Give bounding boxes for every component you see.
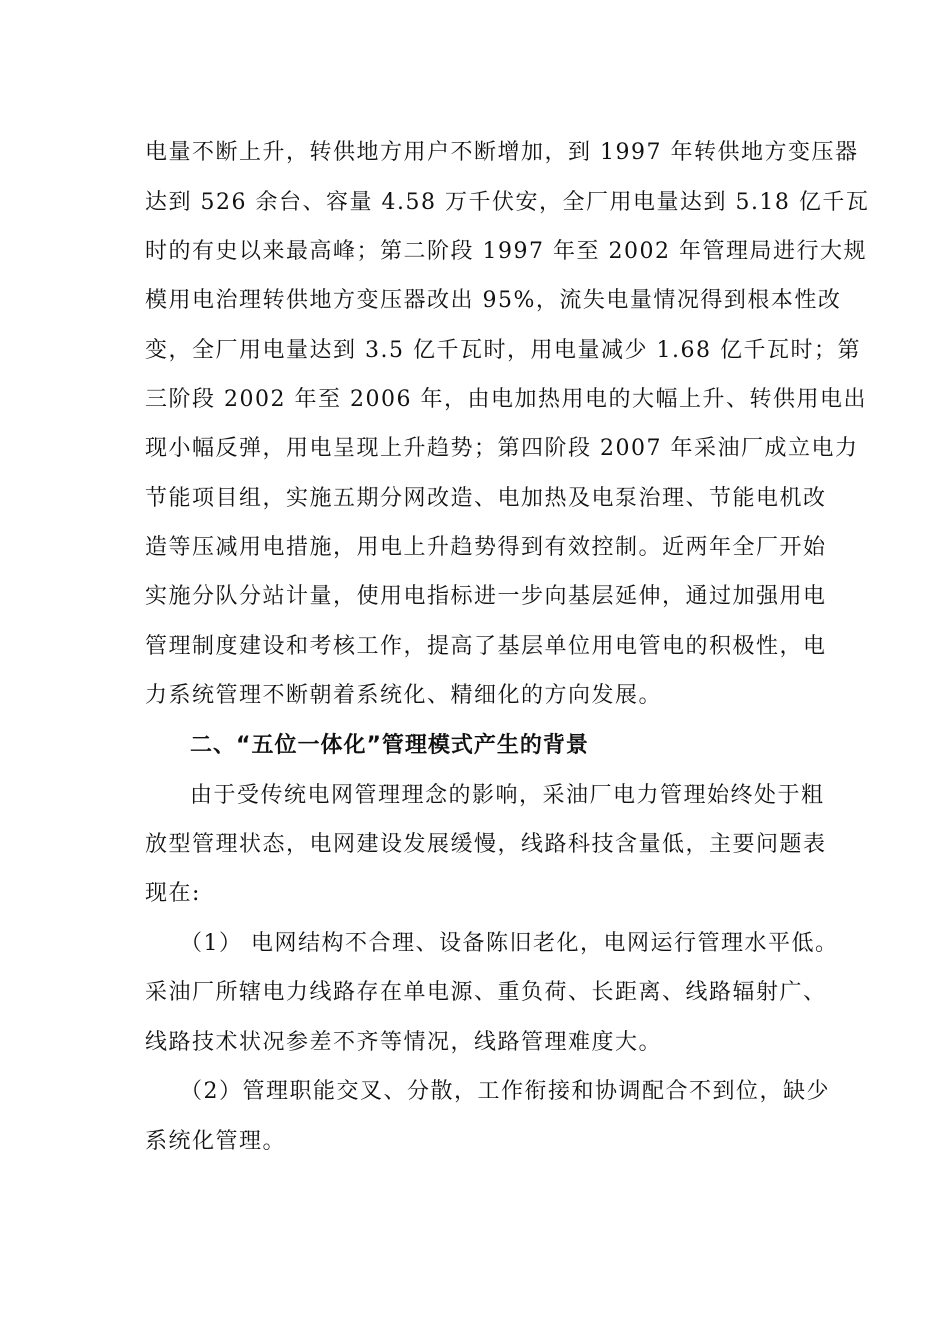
paragraph-line: 达到 526 余台、容量 4.58 万千伏安，全厂用电量达到 5.18 亿千瓦 <box>145 190 870 215</box>
paragraph-line: 管理制度建设和考核工作，提高了基层单位用电管电的积极性，电 <box>145 634 827 659</box>
section-heading: 二、“五位一体化”管理模式产生的背景 <box>190 733 589 758</box>
paragraph-line: 电量不断上升，转供地方用户不断增加，到 1997 年转供地方变压器 <box>145 140 859 165</box>
paragraph-line: 模用电治理转供地方变压器改出 95%，流失电量情况得到根本性改 <box>145 288 842 313</box>
paragraph-line: 三阶段 2002 年至 2006 年，由电加热用电的大幅上升、转供用电出 <box>145 387 867 412</box>
paragraph-line: 实施分队分站计量，使用电指标进一步向基层延伸，通过加强用电 <box>145 584 827 609</box>
paragraph-line: （1） 电网结构不合理、设备陈旧老化，电网运行管理水平低。 <box>180 931 839 956</box>
paragraph-line: 放型管理状态，电网建设发展缓慢，线路科技含量低，主要问题表 <box>145 832 827 857</box>
paragraph-line: 线路技术状况参差不齐等情况，线路管理难度大。 <box>145 1030 663 1055</box>
paragraph-line: （2）管理职能交叉、分散，工作衔接和协调配合不到位，缺少 <box>180 1079 830 1104</box>
paragraph-line: 造等压减用电措施，用电上升趋势得到有效控制。近两年全厂开始 <box>145 535 827 560</box>
paragraph-line: 系统化管理。 <box>145 1129 287 1154</box>
paragraph-line: 现小幅反弹，用电呈现上升趋势；第四阶段 2007 年采油厂成立电力 <box>145 436 859 461</box>
paragraph-line: 采油厂所辖电力线路存在单电源、重负荷、长距离、线路辐射广、 <box>145 980 827 1005</box>
paragraph-line: 节能项目组，实施五期分网改造、电加热及电泵治理、节能电机改 <box>145 486 827 511</box>
paragraph-line: 时的有史以来最高峰；第二阶段 1997 年至 2002 年管理局进行大规 <box>145 239 867 264</box>
paragraph-line: 现在: <box>145 881 201 906</box>
paragraph-line: 由于受传统电网管理理念的影响，采油厂电力管理始终处于粗 <box>190 783 825 808</box>
paragraph-line: 变，全厂用电量达到 3.5 亿千瓦时，用电量减少 1.68 亿千瓦时；第 <box>145 338 861 363</box>
paragraph-line: 力系统管理不断朝着系统化、精细化的方向发展。 <box>145 683 663 708</box>
